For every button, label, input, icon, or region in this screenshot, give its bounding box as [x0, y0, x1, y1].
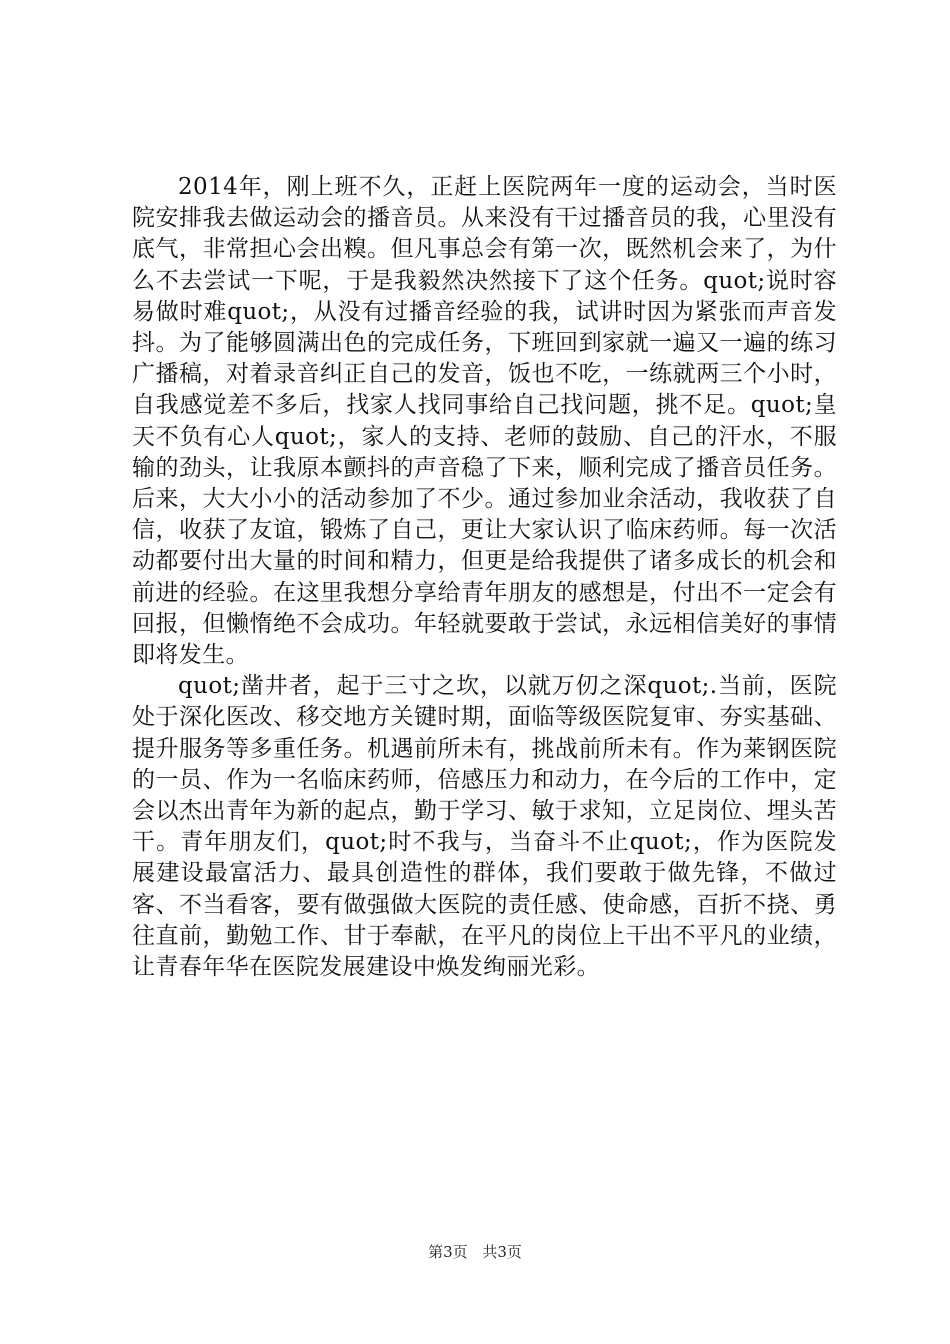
page-footer — [0, 1242, 950, 1262]
page-number: 第3页 — [428, 1243, 468, 1261]
body-paragraph-1: 2014年，刚上班不久，正赶上医院两年一度的运动会，当时医院安排我去做运动会的播音员。从来没有干过播音员的我，心里没有底气，非常担心会出糗。但凡事总会有第一次，既然机会来了，为什么不去尝试一下呢，于是我毅然决然接下了这个任务。quot;说时容易做时难quot;，从没有过播音经验的我，试讲时因为紧张而声音发抖。为了能够圆满出色的完成任务，下班回到家就一遍又一遍的练习广播稿，对着录音纠正自己的发音，饭也不吃，一练就两三个小时，自我感觉差不多后，找家人找同事给自己找问题，挑不足。quot;皇天不负有心人quot;，家人的支持、老师的鼓励、自己的汗水，不服输的劲头，让我原本颤抖的声音稳了下来，顺利完成了播音员任务。后来，大大小小的活动参加了不少。通过参加业余活动，我收获了自信，收获了友谊，锻炼了自己，更让大家认识了临床药师。每一次活动都要付出大量的时间和精力，但更是给我提供了诸多成长的机会和前进的经验。在这里我想分享给青年朋友的感想是，付出不一定会有回报，但懒惰绝不会成功。年轻就要敢于尝试，永远相信美好的事情即将发生。 — [132, 174, 837, 669]
page-total: 共3页 — [482, 1243, 522, 1261]
body-paragraph-2: quot;凿井者，起于三寸之坎，以就万仞之深quot;.当前，医院处于深化医改、移交地方关键时期，面临等级医院复审、夯实基础、提升服务等多重任务。机遇前所未有，挑战前所未有。作为莱钢医院的一员、作为一名临床药师，倍感压力和动力，在今后的工作中，定会以杰出青年为新的起点，勤于学习、敏于求知，立足岗位、埋头苦干。青年朋友们，quot;时不我与，当奋斗不止quot;，作为医院发展建设最富活力、最具创造性的群体，我们要敢于做先锋，不做过客、不当看客，要有做强做大医院的责任感、使命感，百折不挠、勇往直前，勤勉工作、甘于奉献，在平凡的岗位上干出不平凡的业绩，让青春年华在医院发展建设中焕发绚丽光彩。 — [132, 673, 837, 981]
document-body — [132, 172, 837, 983]
